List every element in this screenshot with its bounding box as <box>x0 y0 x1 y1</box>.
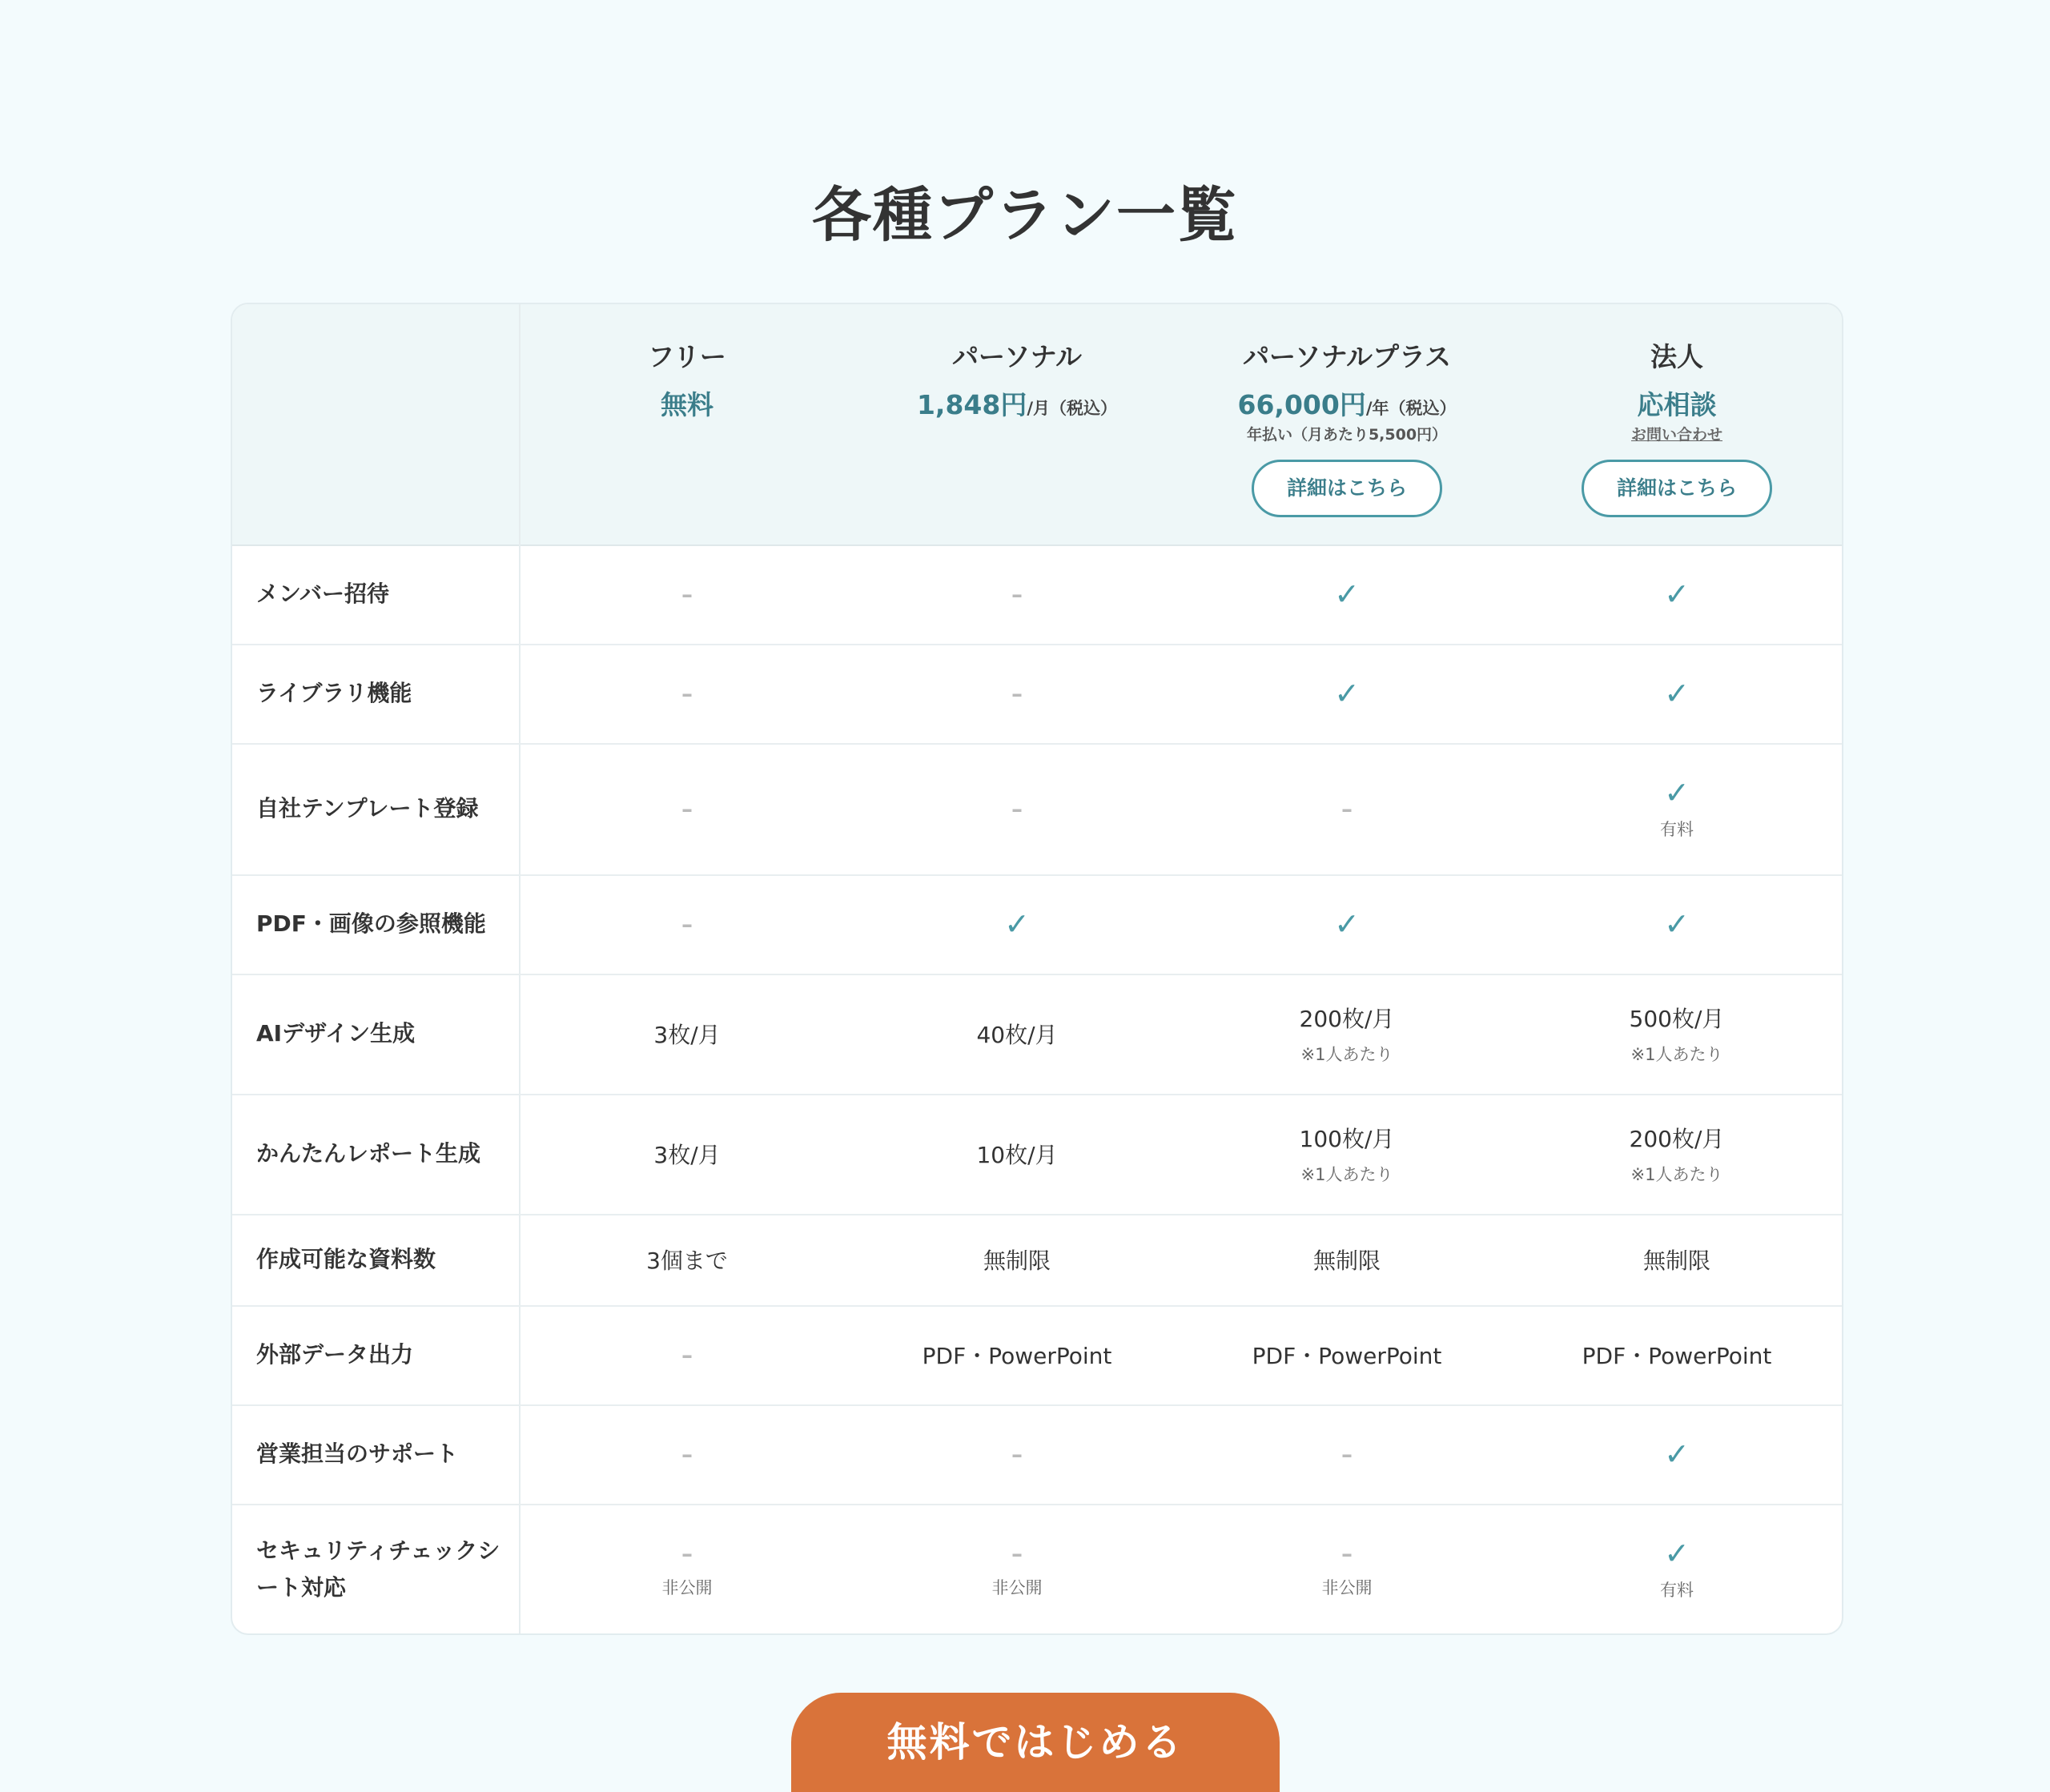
table-cell <box>1182 1094 1512 1214</box>
cell-value: 40枚/月 <box>976 1022 1058 1048</box>
plan-comparison-table <box>231 303 1843 1635</box>
dash-icon: – <box>1011 795 1023 822</box>
cell-note: ※1人あたり <box>1630 1165 1723 1184</box>
contact-link[interactable]: お問い合わせ <box>1630 426 1722 444</box>
table-cell <box>852 1094 1182 1214</box>
cell-value: PDF・PowerPoint <box>1582 1343 1772 1369</box>
dash-icon: – <box>681 910 693 938</box>
check-icon: ✓ <box>1664 1436 1690 1472</box>
plan-free <box>522 304 852 544</box>
table-cell <box>1512 644 1842 743</box>
table-row <box>232 544 1842 645</box>
feature-label: かんたんレポート生成 <box>256 1140 481 1167</box>
details-button[interactable]: 詳細はこちら <box>1582 460 1772 517</box>
plan-personal <box>852 304 1182 544</box>
plan-personal-plus <box>1182 304 1512 544</box>
table-row <box>232 874 1842 975</box>
feature-label: セキュリティチェックシート対応 <box>256 1537 500 1601</box>
cell-note: 非公開 <box>661 1577 713 1597</box>
dash-icon: – <box>1011 1440 1023 1468</box>
table-cell <box>1512 544 1842 644</box>
table-cell <box>1182 1504 1512 1635</box>
feature-label: 外部データ出力 <box>256 1341 414 1368</box>
cell-value: 10枚/月 <box>976 1142 1058 1168</box>
dash-icon: – <box>1011 680 1023 707</box>
plan-name: パーソナル <box>951 341 1083 372</box>
check-icon: ✓ <box>1004 906 1030 942</box>
table-cell <box>1512 974 1842 1094</box>
table-cell <box>1182 544 1512 644</box>
plan-price: 応相談 <box>1637 389 1717 420</box>
plan-price: 無料 <box>661 389 713 420</box>
table-cell <box>522 1404 852 1504</box>
cell-value: 100枚/月 <box>1299 1126 1395 1152</box>
dash-icon: – <box>681 1540 693 1567</box>
table-cell <box>1512 1214 1842 1305</box>
cell-value: PDF・PowerPoint <box>1252 1343 1442 1369</box>
dash-icon: – <box>681 1341 693 1368</box>
feature-label: 自社テンプレート登録 <box>256 795 479 822</box>
table-row <box>232 974 1842 1095</box>
dash-icon: – <box>1341 795 1353 822</box>
table-cell <box>522 1305 852 1404</box>
dash-icon: – <box>681 680 693 707</box>
table-cell <box>522 1214 852 1305</box>
table-cell <box>852 1504 1182 1635</box>
feature-label: メンバー招待 <box>256 581 390 607</box>
table-cell <box>852 644 1182 743</box>
table-cell <box>522 743 852 874</box>
cell-note: 非公開 <box>1321 1577 1373 1597</box>
cell-note: ※1人あたり <box>1300 1165 1393 1184</box>
dash-icon: – <box>681 1440 693 1468</box>
cell-value: 200枚/月 <box>1299 1006 1395 1032</box>
table-cell <box>522 974 852 1094</box>
cell-note: 有料 <box>1660 1581 1694 1600</box>
table-cell <box>852 1305 1182 1404</box>
plan-name: 法人 <box>1650 341 1703 372</box>
table-row <box>232 644 1842 745</box>
plan-name: パーソナルプラス <box>1242 341 1452 372</box>
table-row <box>232 1404 1842 1505</box>
table-cell <box>1512 1094 1842 1214</box>
table-cell <box>852 544 1182 644</box>
table-cell <box>522 544 852 644</box>
dash-icon: – <box>1341 1540 1353 1567</box>
feature-label: ライブラリ機能 <box>256 680 412 706</box>
table-cell <box>852 874 1182 974</box>
cell-value: 3枚/月 <box>653 1022 721 1048</box>
table-cell <box>1512 874 1842 974</box>
table-cell <box>1182 874 1512 974</box>
table-cell <box>852 1404 1182 1504</box>
table-cell <box>1182 743 1512 874</box>
dash-icon: – <box>1011 1540 1023 1567</box>
table-cell <box>852 743 1182 874</box>
table-cell <box>1512 743 1842 874</box>
check-icon: ✓ <box>1664 775 1690 810</box>
check-icon: ✓ <box>1664 676 1690 711</box>
table-cell <box>1182 1404 1512 1504</box>
feature-label: AIデザイン生成 <box>256 1020 416 1047</box>
plan-corporate <box>1512 304 1842 544</box>
plan-price: 1,848円/月（税込） <box>916 389 1118 420</box>
table-cell <box>1182 1214 1512 1305</box>
table-cell <box>1182 1305 1512 1404</box>
cell-note: 有料 <box>1660 820 1694 839</box>
table-cell <box>1512 1305 1842 1404</box>
table-row <box>232 1504 1842 1635</box>
table-cell <box>522 1094 852 1214</box>
dash-icon: – <box>681 795 693 822</box>
table-header <box>232 304 1842 546</box>
cell-value: 無制限 <box>1312 1248 1381 1274</box>
dash-icon: – <box>681 581 693 608</box>
details-button[interactable]: 詳細はこちら <box>1252 460 1442 517</box>
check-icon: ✓ <box>1334 906 1360 942</box>
cell-value: 3個まで <box>646 1248 728 1274</box>
check-icon: ✓ <box>1664 1536 1690 1571</box>
table-cell <box>522 644 852 743</box>
feature-label: PDF・画像の参照機能 <box>256 910 486 937</box>
page-title: 各種プラン一覧 <box>812 181 1238 250</box>
table-cell <box>852 974 1182 1094</box>
check-icon: ✓ <box>1664 577 1690 612</box>
table-row <box>232 1094 1842 1215</box>
dash-icon: – <box>1341 1440 1353 1468</box>
plan-price: 66,000円/年（税込） <box>1237 389 1457 420</box>
table-cell <box>1512 1404 1842 1504</box>
table-cell <box>522 1504 852 1635</box>
cell-value: 無制限 <box>983 1248 1051 1274</box>
dash-icon: – <box>1011 581 1023 608</box>
table-cell <box>522 874 852 974</box>
plan-name: フリー <box>648 341 726 372</box>
check-icon: ✓ <box>1334 577 1360 612</box>
cell-value: PDF・PowerPoint <box>922 1343 1112 1369</box>
start-free-button[interactable]: 無料ではじめる <box>791 1693 1280 1792</box>
table-row <box>232 743 1842 876</box>
cell-value: 3枚/月 <box>653 1142 721 1168</box>
plan-note: 年払い（月あたり5,500円） <box>1246 426 1448 444</box>
cell-value: 無制限 <box>1642 1248 1710 1274</box>
feature-label: 作成可能な資料数 <box>256 1246 436 1272</box>
table-cell <box>1182 644 1512 743</box>
feature-label: 営業担当のサポート <box>256 1440 459 1467</box>
cell-value: 200枚/月 <box>1629 1126 1725 1152</box>
table-cell <box>852 1214 1182 1305</box>
cell-value: 500枚/月 <box>1629 1006 1725 1032</box>
check-icon: ✓ <box>1664 906 1690 942</box>
cell-note: 非公開 <box>991 1577 1043 1597</box>
cell-note: ※1人あたり <box>1300 1045 1393 1064</box>
check-icon: ✓ <box>1334 676 1360 711</box>
table-cell <box>1182 974 1512 1094</box>
cell-note: ※1人あたり <box>1630 1045 1723 1064</box>
table-row <box>232 1305 1842 1406</box>
table-cell <box>1512 1504 1842 1635</box>
table-row <box>232 1214 1842 1307</box>
